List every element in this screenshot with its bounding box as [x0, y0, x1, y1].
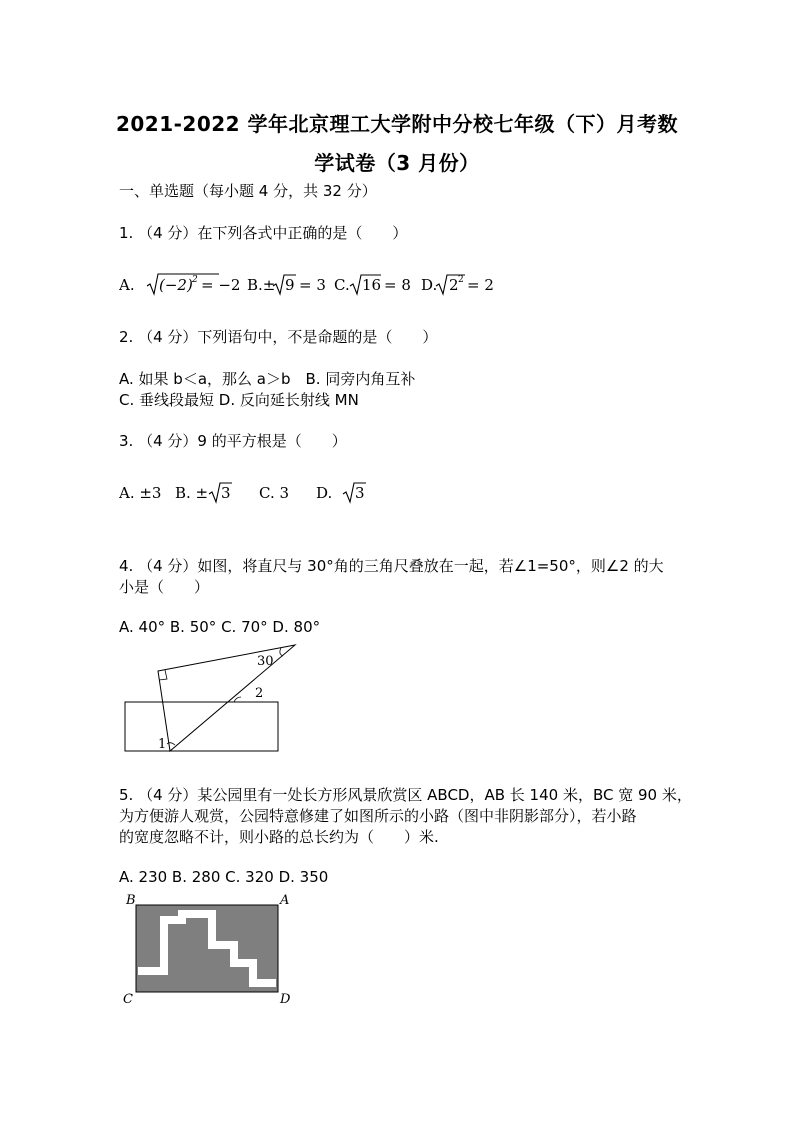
- q1-option-c-label: C.: [334, 276, 350, 294]
- q3-option-b-label: B. ±: [175, 484, 209, 502]
- q4-angle-2-arc: [234, 697, 241, 702]
- q4-angle-1-arc: [167, 743, 175, 745]
- section-heading: 一、单选题（每小题 4 分，共 32 分）: [119, 182, 377, 200]
- q1-option-b-radicand: 9: [285, 276, 295, 294]
- q4-options: A. 40° B. 50° C. 70° D. 80°: [119, 618, 321, 636]
- q1-option-a-label: A.: [119, 276, 135, 294]
- q1-option-d-radicand: 2: [449, 276, 459, 294]
- q1-option-d-rhs: = 2: [467, 276, 494, 294]
- q5-stem-line3: 的宽度忽略不计，则小路的总长约为（ ）米.: [119, 828, 439, 846]
- q5-label-d: D: [280, 992, 291, 1007]
- q5-figure: [118, 890, 298, 1012]
- q4-angle-30-arc: [280, 648, 283, 656]
- q1-stem: 1. （4 分）在下列各式中正确的是（ ）: [119, 224, 408, 242]
- q1-option-b-label: B.±: [247, 276, 276, 294]
- q5-stem-line1: 5. （4 分）某公园里有一处长方形风景欣赏区 ABCD，AB 长 140 米，BC 宽 90 米，: [119, 786, 692, 804]
- q3-option-c: C. 3: [259, 484, 290, 502]
- q3-option-b-radicand: 3: [221, 484, 231, 502]
- q4-stem-line1: 4. （4 分）如图，将直尺与 30°角的三角尺叠放在一起，若∠1=50°，则∠2 的大: [119, 557, 664, 575]
- q1-option-a-exp: 2: [192, 275, 198, 285]
- q4-label-2: 2: [255, 686, 264, 701]
- exam-title-line2: 学试卷（3 月份）: [314, 151, 480, 175]
- q1-option-a-radicand: (−2): [159, 276, 193, 294]
- q4-label-1: 1: [158, 737, 167, 752]
- q1-option-c-radicand: 16: [362, 276, 382, 294]
- q4-ruler: [125, 702, 278, 751]
- q3-stem: 3. （4 分）9 的平方根是（ ）: [119, 432, 347, 450]
- q4-figure: [118, 640, 298, 760]
- q4-right-angle-mark: [159, 670, 167, 680]
- q3-option-d-label: D.: [316, 484, 333, 502]
- q4-stem-line2: 小是（ ）: [119, 578, 210, 596]
- q5-label-b: B: [126, 893, 136, 908]
- q4-triangle: [158, 645, 295, 751]
- q5-label-a: A: [280, 893, 290, 908]
- q1-option-d-label: D.: [421, 276, 438, 294]
- q5-options: A. 230 B. 280 C. 320 D. 350: [119, 868, 329, 886]
- q5-label-c: C: [123, 992, 133, 1007]
- q2-stem: 2. （4 分）下列语句中，不是命题的是（ ）: [119, 328, 438, 346]
- q2-options-line1: A. 如果 b＜a，那么 a＞b B. 同旁内角互补: [119, 370, 416, 388]
- q2-options-line2: C. 垂线段最短 D. 反向延长射线 MN: [119, 391, 359, 409]
- q4-label-30: 30: [257, 654, 274, 669]
- q1-option-b-rhs: = 3: [299, 276, 326, 294]
- q3-options: [119, 478, 419, 508]
- q3-option-a: A. ±3: [119, 484, 162, 502]
- q1-option-a-rhs: = −2: [201, 276, 241, 294]
- q3-option-d-radicand: 3: [355, 484, 365, 502]
- q1-options: [119, 270, 519, 300]
- exam-title-line1: 2021-2022 学年北京理工大学附中分校七年级（下）月考数: [115, 112, 679, 136]
- q1-option-c-rhs: = 8: [384, 276, 411, 294]
- q5-stem-line2: 为方便游人观赏，公园特意修建了如图所示的小路（图中非阴影部分），若小路: [119, 807, 637, 825]
- q1-option-d-exp: 2: [458, 275, 464, 285]
